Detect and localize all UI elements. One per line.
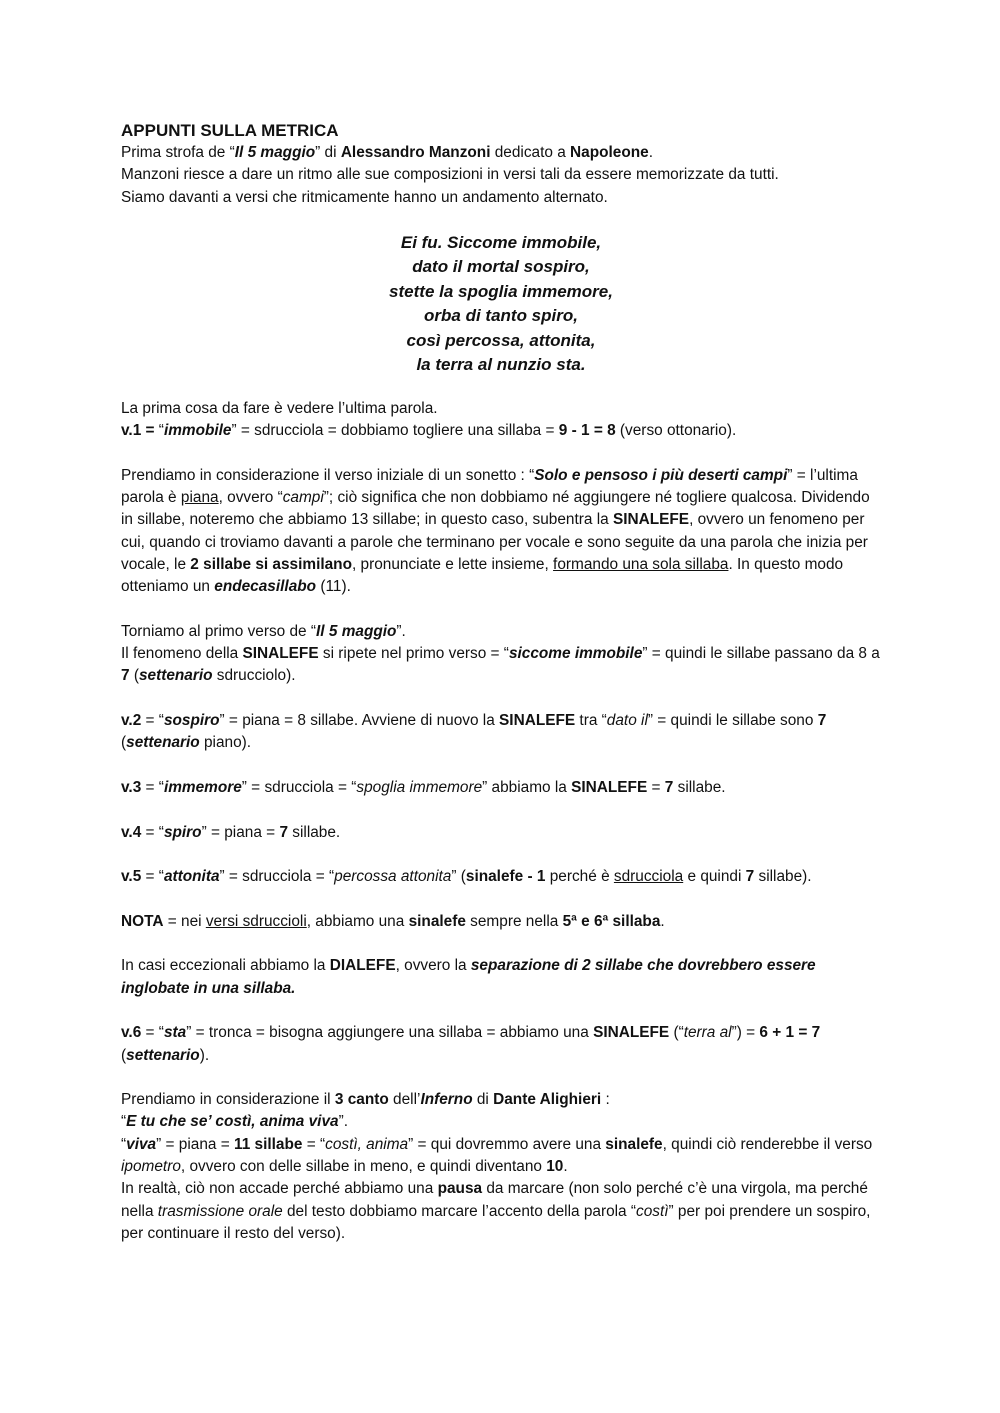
syllable-count: 7 <box>664 778 674 796</box>
paragraph-sonnet <box>121 465 881 599</box>
text: ” = sdrucciola = “ <box>219 868 335 886</box>
text: ” = piana = <box>156 1135 234 1153</box>
poem-line: orba di tanto spiro, <box>424 306 578 326</box>
underlined-phrase: formando una sola sillaba <box>553 555 729 573</box>
text: ” = qui dovremmo avere una <box>408 1135 606 1153</box>
dante-line-2 <box>121 1111 881 1133</box>
text: ” = sdrucciola = dobbiamo togliere una sillaba = <box>231 422 559 440</box>
term-endecasillabo: endecasillabo <box>214 578 317 596</box>
term-sinalefe: SINALEFE <box>593 1024 670 1042</box>
text: ” = quindi le sillabe sono <box>647 712 818 730</box>
quoted-words: costì, anima <box>325 1135 409 1153</box>
term-settenario: settenario <box>126 734 200 752</box>
text: piano). <box>199 734 252 752</box>
text: sdrucciolo). <box>212 667 296 685</box>
text: ” = quindi le sillabe passano da 8 a <box>642 645 880 663</box>
keyword: siccome immobile <box>508 645 643 663</box>
text: = <box>647 778 665 796</box>
text: . <box>563 1157 568 1175</box>
text: (verso ottonario). <box>615 422 737 440</box>
text: = “ <box>141 778 164 796</box>
term-settenario: settenario <box>126 1046 200 1064</box>
keyword: viva <box>126 1135 157 1153</box>
term-sinalefe: SINALEFE <box>242 645 319 663</box>
keyword: sta <box>163 1024 187 1042</box>
text: ” = l’ultima parola è <box>121 466 858 507</box>
quoted-words: spoglia immemore <box>356 778 483 796</box>
quoted-words: dato il <box>606 712 648 730</box>
text: Il fenomeno della <box>121 645 243 663</box>
bold-phrase: sinalefe - 1 <box>465 868 546 886</box>
text: , ovvero un fenomeno per cui, quando ci troviamo davanti a parole che terminano per vocale e sono seguite da una parola che inizia per vocale, le <box>121 511 868 573</box>
text: da marcare (non solo perché c’è una virgola, ma perché nella <box>121 1180 868 1220</box>
verse-analysis-v2 <box>121 710 881 755</box>
text: ” di <box>315 144 341 161</box>
text: ). <box>199 1046 210 1064</box>
text: dell’ <box>388 1091 421 1109</box>
text: = “ <box>141 1024 164 1042</box>
verse-analysis-v5 <box>121 866 881 888</box>
text: sillabe. <box>288 823 341 841</box>
bold-phrase: 5ª e 6ª sillaba <box>562 912 661 930</box>
term-ipometro: ipometro <box>121 1157 181 1175</box>
verse-analysis-v1 <box>121 420 881 442</box>
keyword: campi <box>282 489 324 507</box>
poem-line: dato il mortal sospiro, <box>412 257 590 277</box>
text: . <box>660 912 665 930</box>
bold-phrase: 2 sillabe si assimilano <box>190 555 352 573</box>
text: (“ <box>669 1024 684 1042</box>
dedicatee-name: Napoleone <box>570 144 649 161</box>
text: di <box>472 1091 494 1109</box>
underlined-phrase: versi sdruccioli <box>205 912 307 930</box>
text: ” = sdrucciola = “ <box>241 778 357 796</box>
poem-line: così percossa, attonita, <box>406 330 596 350</box>
syllable-count: 7 <box>121 667 130 685</box>
text: “ <box>158 422 164 440</box>
text: = “ <box>302 1135 326 1153</box>
text: Prendiamo in considerazione il <box>121 1091 335 1109</box>
canto-number: 3 canto <box>334 1091 389 1109</box>
text: In casi eccezionali abbiamo la <box>121 957 330 975</box>
verse-label: v.6 <box>121 1024 142 1042</box>
intro-line-3: Siamo davanti a versi che ritmicamente hanno un andamento alternato. <box>121 188 608 206</box>
text: del testo dobbiamo marcare l’accento della parola “ <box>282 1202 637 1220</box>
document-title: APPUNTI SULLA METRICA <box>121 121 339 140</box>
syllable-count: 10 <box>546 1157 564 1175</box>
term-sinalefe: SINALEFE <box>571 778 648 796</box>
syllable-count: 7 <box>817 712 827 730</box>
dante-line-3 <box>121 1134 881 1179</box>
verse-label: v.3 <box>121 778 142 796</box>
dante-line-4 <box>121 1178 881 1245</box>
syllable-count: 7 <box>279 823 289 841</box>
quoted-words: costì <box>636 1202 669 1220</box>
text: perché è <box>545 868 614 886</box>
text: Torniamo al primo verso de “ <box>121 622 317 640</box>
verse-label: v.2 <box>121 712 142 730</box>
verse-analysis-v4 <box>121 822 881 844</box>
text: Prima strofa de “ <box>121 144 235 161</box>
verse-label: v.5 <box>121 868 142 886</box>
keyword: spiro <box>163 823 202 841</box>
definition: separazione di 2 sillabe che dovrebbero essere inglobate in una sillaba. <box>121 957 816 997</box>
text: sempre nella <box>465 912 563 930</box>
text: ”; ciò significa che non dobbiamo né aggiungere né togliere qualcosa. Dividendo in sillabe, noteremo che abbiamo 13 sillabe; in questo caso, subentra la <box>121 489 870 529</box>
text: ( <box>129 667 139 685</box>
text: = “ <box>141 868 164 886</box>
poem-line: la terra al nunzio sta. <box>416 355 586 375</box>
text: = “ <box>141 823 164 841</box>
text: ” abbiamo la <box>482 778 572 796</box>
author-name: Alessandro Manzoni <box>340 144 491 161</box>
term-sinalefe: SINALEFE <box>612 511 690 529</box>
poem-title: Il 5 maggio <box>234 144 316 161</box>
text: tra “ <box>575 712 607 730</box>
note-label: NOTA <box>121 912 164 930</box>
verse-analysis-v3 <box>121 777 881 799</box>
intro-line-2: Manzoni riesce a dare un ritmo alle sue composizioni in versi tali da essere memorizzate da tutti. <box>121 166 779 184</box>
text: (11). <box>316 578 351 596</box>
paragraph-last-word: La prima cosa da fare è vedere l’ultima parola. <box>121 399 438 417</box>
text: Prendiamo in considerazione il verso iniziale di un sonetto : “ <box>121 466 535 484</box>
text: ” ( <box>451 868 466 886</box>
term-settenario: settenario <box>138 667 213 685</box>
text: , pronunciate e lette insieme, <box>351 555 554 573</box>
keyword: attonita <box>163 868 220 886</box>
poem-line: Ei fu. Siccome immobile, <box>400 232 602 252</box>
dialefe-paragraph <box>121 955 881 1000</box>
term-dialefe: DIALEFE <box>329 957 396 975</box>
text: sillabe. <box>673 778 726 796</box>
text: si ripete nel primo verso = “ <box>318 645 509 663</box>
text: . <box>648 144 654 161</box>
dante-line-1 <box>121 1089 881 1111</box>
syllable-count: 9 - 1 = 8 <box>558 422 616 440</box>
text: . In questo modo otteniamo un <box>121 555 844 596</box>
text: In realtà, ciò non accade perché abbiamo una <box>121 1180 438 1198</box>
paragraph-return-line-2 <box>121 643 881 688</box>
poem-title: Il 5 maggio <box>316 622 397 640</box>
text: : <box>601 1091 610 1109</box>
underlined-term: piana <box>180 489 219 507</box>
text: “ <box>121 1135 127 1153</box>
syllable-count: 6 + 1 = <box>759 1024 808 1042</box>
term-sinalefe: sinalefe <box>408 912 466 930</box>
text: ( <box>121 734 127 752</box>
text: sillabe). <box>754 868 812 886</box>
text: , ovvero “ <box>218 489 283 507</box>
text: = “ <box>141 712 164 730</box>
author-name: Dante Alighieri <box>493 1091 602 1109</box>
term-sinalefe: SINALEFE <box>499 712 576 730</box>
verse-label: v.4 <box>121 823 142 841</box>
poem-stanza <box>121 231 881 378</box>
text: , quindi ciò renderebbe il verso <box>662 1135 873 1153</box>
underlined-term: sdrucciola <box>613 868 684 886</box>
document-page <box>121 120 881 1245</box>
text: ” = piana = 8 sillabe. Avviene di nuovo la <box>219 712 500 730</box>
text: , ovvero la <box>395 957 471 975</box>
verse-analysis-v6 <box>121 1022 881 1067</box>
syllable-count: 11 sillabe <box>233 1135 303 1153</box>
text: ”. <box>338 1113 348 1131</box>
note-paragraph <box>121 911 881 933</box>
text: “ <box>121 1113 127 1131</box>
paragraph-return-line-1 <box>121 621 881 643</box>
text: , abbiamo una <box>306 912 409 930</box>
text: ”. <box>396 622 406 640</box>
text: ” = piana = <box>201 823 280 841</box>
verse-label: v.1 = <box>121 422 159 440</box>
text: ” per poi prendere un sospiro, per continuare il resto del verso). <box>121 1202 871 1242</box>
quoted-words: terra al <box>683 1024 732 1042</box>
italic-phrase: trasmissione orale <box>157 1202 283 1220</box>
keyword: immemore <box>163 778 242 796</box>
intro-line-1 <box>121 142 881 164</box>
syllable-count: 7 <box>745 868 755 886</box>
text: ( <box>121 1046 127 1064</box>
text: , ovvero con delle sillabe in meno, e quindi diventano <box>180 1157 547 1175</box>
text: ” = tronca = bisogna aggiungere una sillaba = abbiamo una <box>186 1024 594 1042</box>
keyword: immobile <box>163 422 232 440</box>
poem-line: stette la spoglia immemore, <box>389 281 613 301</box>
syllable-count: 7 <box>811 1024 821 1042</box>
text: ”) = <box>731 1024 760 1042</box>
keyword: sospiro <box>163 712 220 730</box>
text: dedicato a <box>490 144 571 161</box>
term-sinalefe: sinalefe <box>605 1135 663 1153</box>
text: = nei <box>163 912 206 930</box>
quoted-verse: Solo e pensoso i più deserti campi <box>534 466 788 484</box>
quoted-verse: E tu che se’ costì, anima viva <box>126 1113 339 1131</box>
text: e quindi <box>683 868 746 886</box>
quoted-words: percossa attonita <box>334 868 452 886</box>
term-pausa: pausa <box>437 1180 483 1198</box>
work-title: Inferno <box>420 1091 473 1109</box>
